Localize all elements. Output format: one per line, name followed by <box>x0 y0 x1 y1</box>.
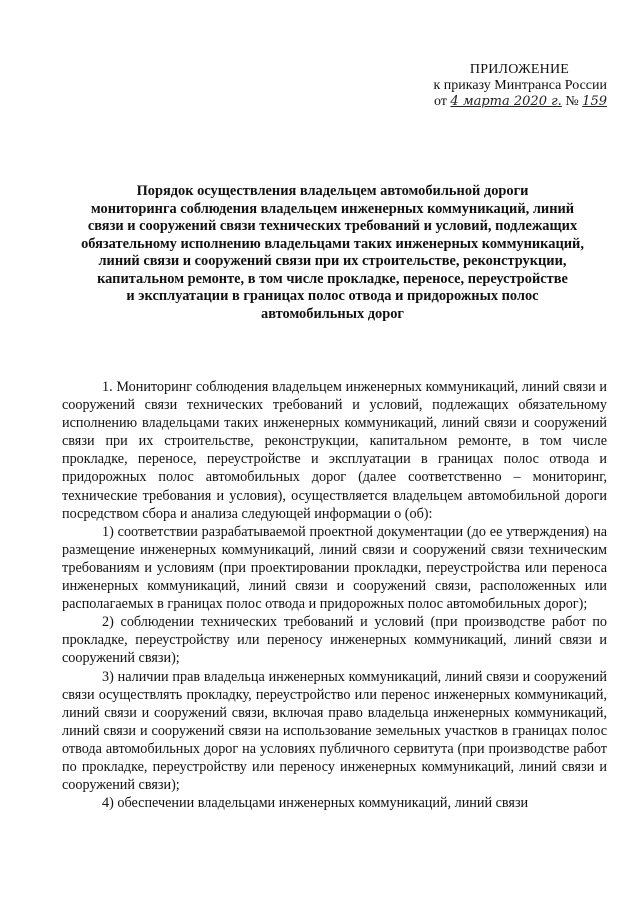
document-heading <box>60 183 605 323</box>
paragraph-item-4: 4) обеспечении владельцами инженерных коммуникаций, линий связи <box>102 795 529 812</box>
appendix-header <box>392 62 607 110</box>
heading-line: связи и сооружений связи технических требований и условий, подлежащих <box>87 218 578 234</box>
heading-line: капитальном ремонте, в том числе прокладке, переносе, переустройстве <box>97 270 568 287</box>
heading-line: Порядок осуществления владельцем автомобильной дороги <box>136 183 529 199</box>
handwritten-date: 4 марта 2020 г. <box>450 94 562 109</box>
heading-line: автомобильных дорог <box>261 305 404 322</box>
heading-line: обязательному исполнению владельцами таких инженерных коммуникаций, <box>81 235 584 252</box>
date-prefix: от <box>433 94 447 109</box>
heading-line: и эксплуатации в границах полос отвода и придорожных полос <box>126 288 539 304</box>
document-body <box>62 378 607 812</box>
number-prefix: № <box>565 94 579 109</box>
order-date-number-line <box>392 94 607 110</box>
paragraph-item-2: 2) соблюдении технических требований и условий (при производстве работ по прокладке, переустройству или переносу инженерных коммуникаций, линий связи и сооружений связи); <box>62 614 607 667</box>
paragraph-item-3: 3) наличии прав владельца инженерных коммуникаций, линий связи и сооружений связи осуществлять прокладку, переустройство или перенос инженерных коммуникаций, линий связи и сооружений связи, включая право владельца инженерных коммуникаций, линий связи и сооружений связи на использование земельных участков в границах полос отвода автомобильных дорог на условиях публичного сервитута (при производстве работ по прокладке, переустройству или переносу инженерных коммуникаций, линий связи и сооружений связи); <box>62 668 607 794</box>
paragraph-item-1: 1) соответствии разрабатываемой проектной документации (до ее утверждения) на размещение инженерных коммуникаций, линий связи и сооружений связи техническим требованиям и условиям (при проектировании прокладки, переустройства или переноса инженерных коммуникаций, линий связи и сооружений связи, расположенных или располагаемых в границах полос отвода и придорожных полос автомобильных дорог); <box>62 523 607 613</box>
order-reference: к приказу Минтранса России <box>433 78 607 93</box>
appendix-title: ПРИЛОЖЕНИЕ <box>469 62 570 77</box>
paragraph-1: 1. Мониторинг соблюдения владельцем инженерных коммуникаций, линий связи и сооружений связи технических требований и условий, подлежащих обязательному исполнению владельцами таких инженерных коммуникаций, линий связи и сооружений связи при их строительстве, реконструкции, капитальном ремонте, в том числе прокладке, переносе, переустройстве и эксплуатации в границах полос отвода и придорожных полос автомобильных дорог (далее соответственно – мониторинг, технические требования и условия), осуществляется владельцем автомобильной дороги посредством сбора и анализа следующей информации о (об): <box>62 379 607 522</box>
heading-line: мониторинга соблюдения владельцем инженерных коммуникаций, линий <box>90 200 575 217</box>
heading-line: линий связи и сооружений связи при их строительстве, реконструкции, <box>98 253 567 269</box>
handwritten-number: 159 <box>582 94 607 109</box>
